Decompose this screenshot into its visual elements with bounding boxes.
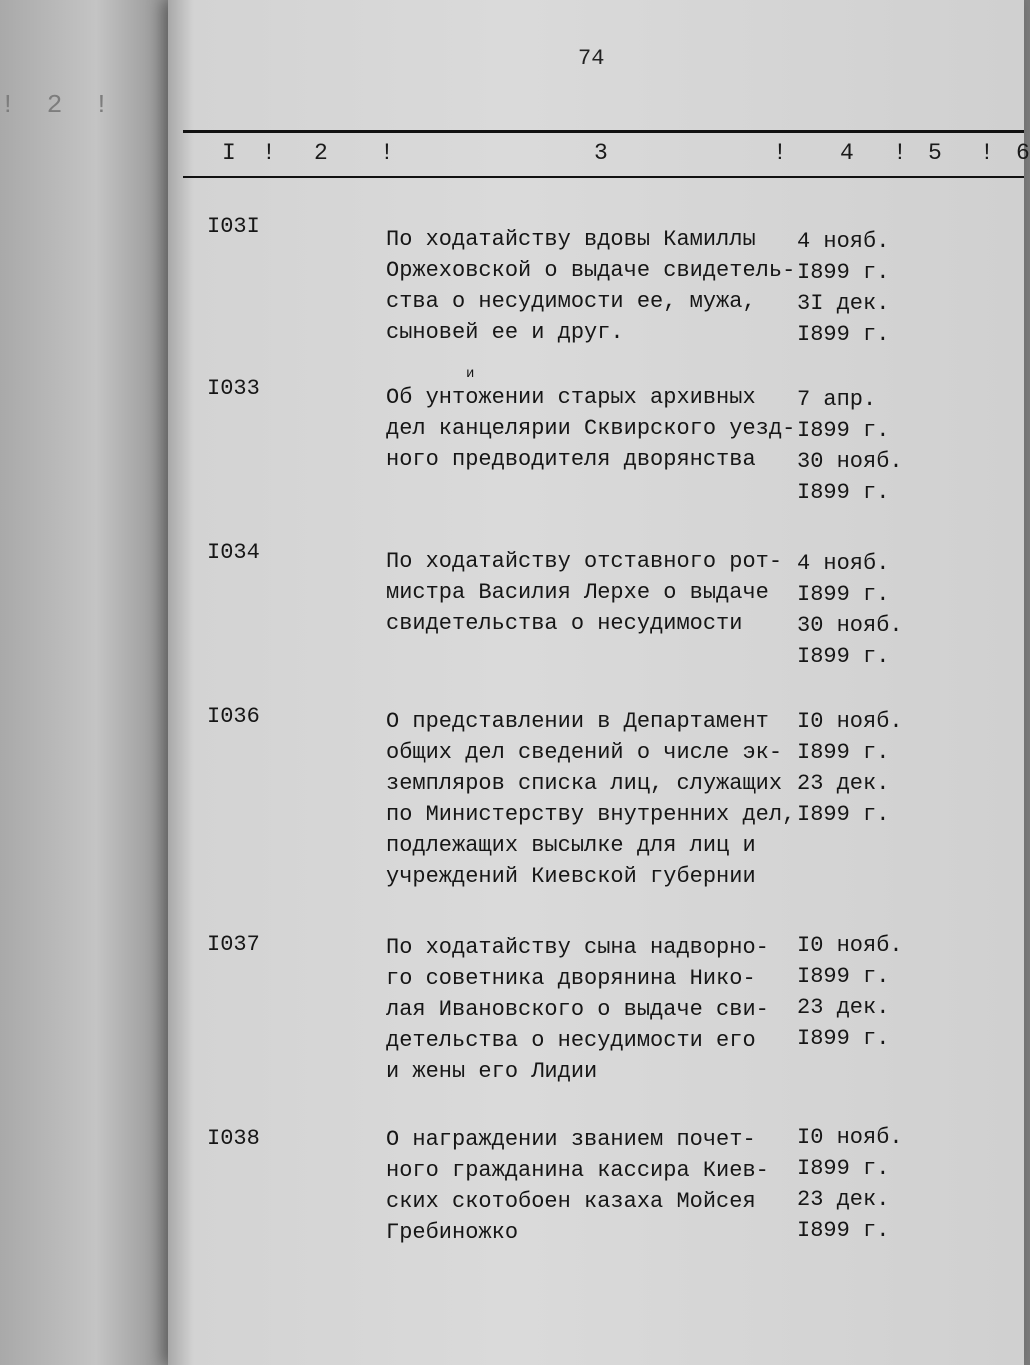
description-line: общих дел сведений о числе эк- — [386, 740, 783, 765]
description-line: лая Ивановского о выдаче сви- — [386, 997, 769, 1022]
entry-number: I036 — [207, 704, 260, 729]
date-end: 30 нояб. — [797, 449, 903, 474]
entry-number: I034 — [207, 540, 260, 565]
column-separator: ! — [893, 140, 907, 166]
description-line: свидетельства о несудимости — [386, 611, 743, 636]
description-line: По ходатайству вдовы Камиллы — [386, 227, 756, 252]
year-end: I899 г. — [797, 802, 890, 827]
column-header-3: 3 — [594, 140, 608, 166]
description-line: По ходатайству сына надворно- — [386, 935, 769, 960]
year-end: I899 г. — [797, 480, 890, 505]
header-rule-bottom — [183, 176, 1024, 178]
date-end: 3I дек. — [797, 291, 890, 316]
column-separator: ! — [380, 140, 394, 166]
date-start: 4 нояб. — [797, 229, 890, 254]
entry-dates — [797, 384, 903, 508]
year-start: I899 г. — [797, 964, 890, 989]
entry-description — [386, 706, 816, 892]
page-number: 74 — [578, 46, 605, 71]
description-line: по Министерству внутренних дел, — [386, 802, 796, 827]
entry-description — [386, 1124, 816, 1248]
column-header-6: 6 — [1016, 140, 1030, 166]
description-line: Об унтожении старых архивных — [386, 385, 756, 410]
entry-dates — [797, 226, 889, 350]
date-start: I0 нояб. — [797, 1125, 903, 1150]
entry-number: I03I — [207, 214, 260, 239]
facing-page — [0, 0, 175, 1365]
description-line: ских скотобоен казаха Мойсея — [386, 1189, 756, 1214]
entry-dates — [797, 706, 903, 830]
description-line: ного предводителя дворянства — [386, 447, 756, 472]
date-end: 23 дек. — [797, 995, 890, 1020]
column-header-5: 5 — [928, 140, 942, 166]
date-end: 30 нояб. — [797, 613, 903, 638]
date-end: 23 дек. — [797, 1187, 890, 1212]
entry-number: I038 — [207, 1126, 260, 1151]
year-end: I899 г. — [797, 1026, 890, 1051]
description-line: и жены его Лидии — [386, 1059, 598, 1084]
entry-dates — [797, 930, 903, 1054]
description-line: го советника дворянина Нико- — [386, 966, 756, 991]
column-header-4: 4 — [840, 140, 854, 166]
entry-number: I037 — [207, 932, 260, 957]
description-line: учреждений Киевской губернии — [386, 864, 756, 889]
description-line: По ходатайству отставного рот- — [386, 549, 783, 574]
year-start: I899 г. — [797, 740, 890, 765]
date-end: 23 дек. — [797, 771, 890, 796]
entry-description — [386, 382, 816, 475]
year-start: I899 г. — [797, 260, 890, 285]
date-start: I0 нояб. — [797, 933, 903, 958]
column-separator: ! — [773, 140, 787, 166]
year-start: I899 г. — [797, 1156, 890, 1181]
description-line: ного гражданина кассира Киев- — [386, 1158, 769, 1183]
description-line: мистра Василия Лерхе о выдаче — [386, 580, 769, 605]
year-end: I899 г. — [797, 1218, 890, 1243]
year-end: I899 г. — [797, 644, 890, 669]
description-line: дел канцелярии Сквирского уезд- — [386, 416, 796, 441]
entry-number: I033 — [207, 376, 260, 401]
column-header-2: 2 — [314, 140, 328, 166]
column-header-1: I — [222, 140, 236, 166]
date-start: 7 апр. — [797, 387, 877, 412]
date-start: 4 нояб. — [797, 551, 890, 576]
description-line: Гребиножко — [386, 1220, 519, 1245]
description-line: детельства о несудимости его — [386, 1028, 756, 1053]
facing-page-edge-marks: ! 2 ! — [0, 90, 110, 120]
description-line: сыновей ее и друг. — [386, 320, 624, 345]
description-line: ства о несудимости ее, мужа, — [386, 289, 756, 314]
description-line: О награждении званием почет- — [386, 1127, 756, 1152]
description-line: подлежащих высылке для лиц и — [386, 833, 756, 858]
year-start: I899 г. — [797, 418, 890, 443]
entry-dates — [797, 1122, 903, 1246]
header-rule-top — [183, 130, 1024, 133]
entry-description — [386, 546, 816, 639]
handwritten-correction: и — [466, 366, 475, 382]
entry-description — [386, 932, 816, 1087]
entry-description — [386, 224, 816, 348]
description-line: Оржеховской о выдаче свидетель- — [386, 258, 796, 283]
year-start: I899 г. — [797, 582, 890, 607]
entry-dates — [797, 548, 903, 672]
description-line: земпляров списка лиц, служащих — [386, 771, 783, 796]
year-end: I899 г. — [797, 322, 890, 347]
column-separator: ! — [980, 140, 994, 166]
description-line: О представлении в Департамент — [386, 709, 769, 734]
date-start: I0 нояб. — [797, 709, 903, 734]
column-separator: ! — [262, 140, 276, 166]
